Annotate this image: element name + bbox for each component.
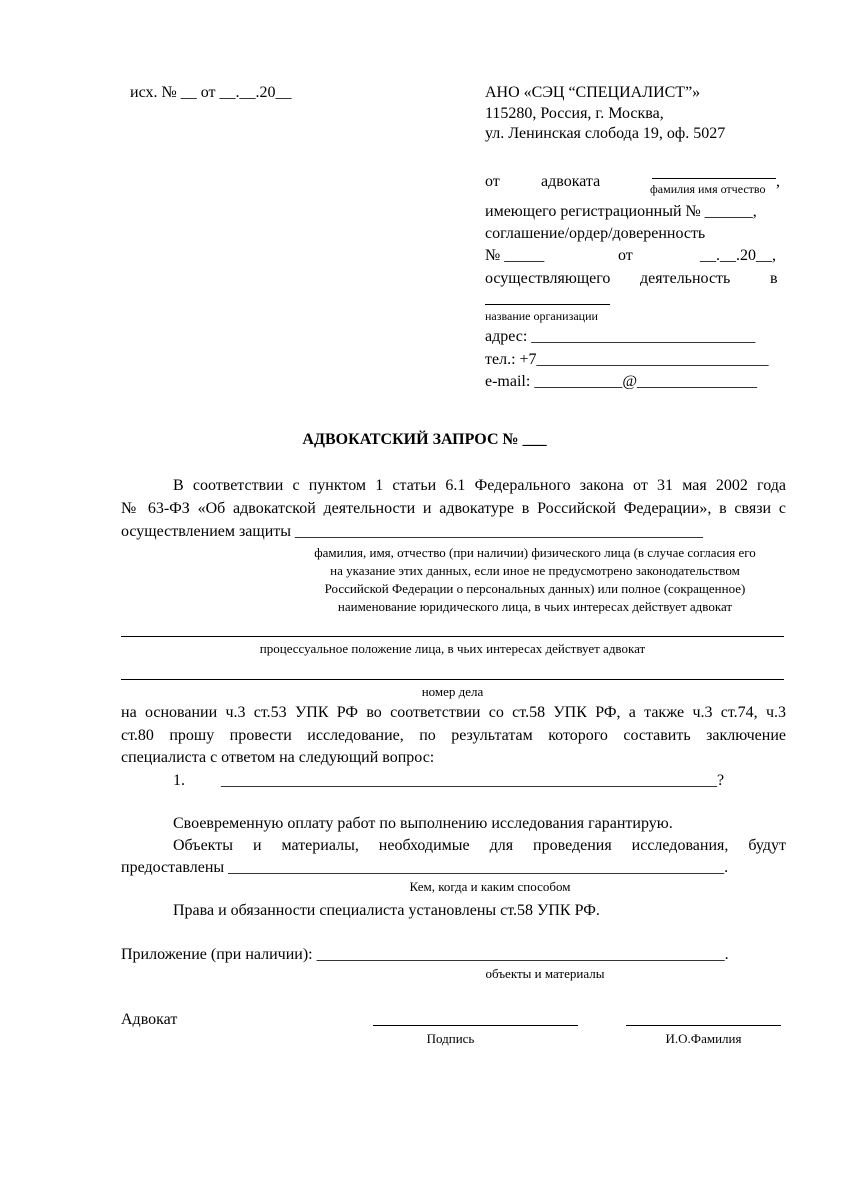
- paragraph-2-line-3: специалиста с ответом на следующий вопрос:: [121, 749, 435, 766]
- signatory-label: Адвокат: [121, 1011, 178, 1028]
- email-line: e-mail: ___________@_______________: [485, 373, 758, 390]
- defense-caption-4: наименование юридического лица, в чьих интересах действует адвокат: [337, 599, 733, 614]
- question-number: 1.: [173, 772, 185, 789]
- phone-line: тел.: +7_____________________________: [485, 351, 769, 368]
- procedural-status-caption: процессуальное положение лица, в чьих интересах действует адвокат: [259, 641, 646, 656]
- outgoing-reference: исх. № __ от __.__.20__: [130, 84, 292, 101]
- fio-caption: фамилия имя отчество: [650, 182, 766, 196]
- fio-comma: ,: [776, 173, 780, 190]
- signature-caption: Подпись: [426, 1031, 475, 1046]
- addressee-address-line-1: 115280, Россия, г. Москва,: [485, 105, 664, 122]
- document-date: __.__.20__,: [700, 247, 776, 264]
- address-line: адрес: ____________________________: [485, 328, 756, 345]
- agreement-line: соглашение/ордер/доверенность: [485, 225, 706, 242]
- objects-line-1: Объекты и материалы, необходимые для проведения исследования, будут: [173, 837, 786, 854]
- organization-caption: название организации: [485, 309, 598, 323]
- specialist-rights: Права и обязанности специалиста установлены ст.58 УПК РФ.: [173, 902, 600, 919]
- paragraph-2-line-2: ст.80 прошу провести исследование, по результатам которого составить заключение: [121, 727, 786, 744]
- registration-line: имеющего регистрационный № ______,: [485, 203, 757, 220]
- activity-word-1: осуществляющего: [485, 270, 611, 287]
- activity-word-2: деятельность: [640, 270, 731, 287]
- procedural-status-blank: [121, 636, 784, 637]
- document-date-from: от: [618, 247, 633, 264]
- defense-caption-2: на указание этих данных, если иное не предусмотрено законодательством: [330, 563, 740, 578]
- addressee-name: АНО «СЭЦ “СПЕЦИАЛИСТ”»: [485, 84, 701, 101]
- document-number: № _____: [485, 247, 545, 264]
- name-blank: [626, 1025, 781, 1026]
- document-title: АДВОКАТСКИЙ ЗАПРОС № ___: [302, 431, 547, 448]
- addressee-address-line-2: ул. Ленинская слобода 19, оф. 5027: [485, 125, 726, 142]
- defense-caption-3: Российской Федерации о персональных данных) или полное (сокращенное): [324, 581, 746, 596]
- payment-guarantee: Своевременную оплату работ по выполнению исследования гарантирую.: [173, 815, 673, 832]
- paragraph-1-line-2: № 63-ФЗ «Об адвокатской деятельности и адвокатуре в Российской Федерации», в связи с: [121, 500, 786, 517]
- appendix-line: Приложение (при наличии): ___________________________________________________.: [121, 946, 729, 963]
- activity-word-3: в: [770, 270, 778, 287]
- fio-blank: [652, 178, 776, 179]
- name-caption: И.О.Фамилия: [665, 1031, 742, 1046]
- paragraph-1-line-3: осуществлением защиты ___________________________________________________: [121, 523, 704, 540]
- paragraph-2-line-1: на основании ч.3 ст.53 УПК РФ во соответствии со ст.58 УПК РФ, а также ч.3 ст.74, ч.3: [121, 704, 786, 721]
- defense-caption-1: фамилия, имя, отчество (при наличии) физического лица (в случае согласия его: [314, 545, 756, 560]
- case-number-caption: номер дела: [421, 684, 484, 699]
- organization-blank: [485, 304, 610, 305]
- appendix-caption: объекты и материалы: [485, 966, 605, 981]
- question-blank: ______________________________________________________________?: [221, 772, 725, 789]
- objects-caption: Кем, когда и каким способом: [409, 879, 571, 894]
- lawyer-word: адвоката: [541, 173, 601, 190]
- signature-blank: [373, 1025, 578, 1026]
- from-word: от: [485, 173, 500, 190]
- objects-line-2: предоставлены ______________________________________________________________.: [121, 859, 729, 876]
- case-number-blank: [121, 679, 784, 680]
- paragraph-1-line-1: В соответствии с пунктом 1 статьи 6.1 Федерального закона от 31 мая 2002 года: [173, 477, 786, 494]
